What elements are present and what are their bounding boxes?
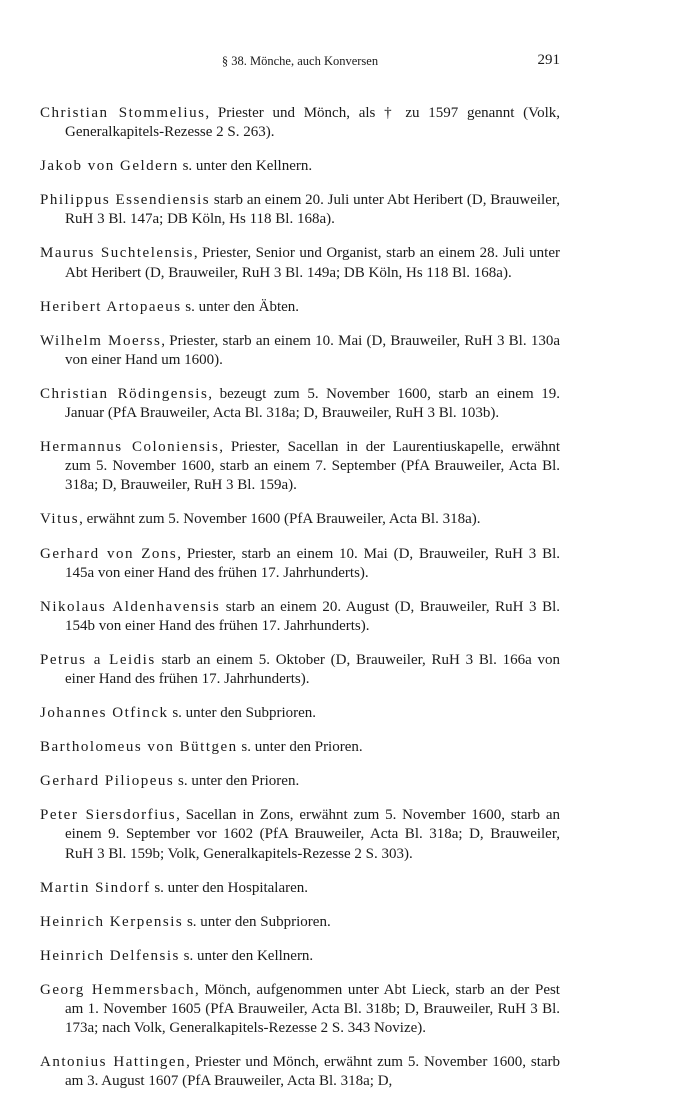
- entry-list: [40, 89, 560, 1106]
- entry-name: Heinrich Delfensis: [40, 947, 180, 964]
- list-item: [40, 738, 560, 757]
- entry-text: s. unter den Kellnern.: [178, 158, 313, 175]
- list-item: [40, 1053, 560, 1091]
- entry-name: Hermannus Coloniensis: [40, 439, 220, 456]
- entry-name: Philippus Essendiensis: [40, 192, 211, 209]
- entry-text: starb an einem 20. August (D, Brauweiler, RuH 3 Bl. 154b von einer Hand des frühen 17. Jahrhunderts).: [65, 598, 560, 634]
- entry-text: , Priester und Mönch, erwähnt zum 5. November 1600, starb am 3. August 1607 (PfA Brauweiler, Acta Bl. 318a; D,: [65, 1054, 561, 1090]
- entry-text: , Sacellan in Zons, erwähnt zum 5. November 1600, starb an einem 9. September vor 1602 (PfA Brauweiler, Acta Bl. 318a; D, Brauweiler, RuH 3 Bl. 159b; Volk, Generalkapitels-Rezesse 2 S. 303).: [65, 807, 560, 862]
- list-item: [40, 244, 560, 282]
- list-item: [40, 772, 560, 791]
- list-item: [40, 298, 560, 317]
- entry-text: , Mönch, aufgenommen unter Abt Lieck, starb an der Pest am 1. November 1605 (PfA Brauweiler, Acta Bl. 318b; D, Brauweiler, RuH 3 Bl. 173a; nach Volk, Generalkapitels-Rezesse 2 S. 343 Novize).: [65, 981, 560, 1037]
- entry-name: Gerhard Piliopeus: [40, 773, 175, 790]
- list-item: [40, 947, 560, 966]
- entry-text: , Priester und Mönch, als † zu 1597 genannt (Volk, Generalkapitels-Rezesse 2 S. 263).: [65, 105, 560, 141]
- running-header: [40, 52, 560, 74]
- list-item: [40, 191, 560, 229]
- entry-text: s. unter den Kellnern.: [179, 947, 314, 964]
- list-item: [40, 598, 560, 636]
- entry-text: s. unter den Subprioren.: [183, 913, 331, 930]
- entry-name: Bartholomeus von Büttgen: [40, 739, 238, 756]
- list-item: [40, 510, 560, 529]
- list-item: [40, 704, 560, 723]
- entry-text: , Priester, Sacellan in der Laurentiuskapelle, erwähnt zum 5. November 1600, starb an einem 7. September (PfA Brauweiler, Acta Bl. 318a; D, Brauweiler, RuH 3 Bl. 159a).: [65, 439, 560, 494]
- entry-text: s. unter den Prioren.: [174, 773, 300, 790]
- list-item: [40, 332, 560, 370]
- entry-name: Heribert Artopaeus: [40, 298, 182, 315]
- entry-text: , Priester, starb an einem 10. Mai (D, Brauweiler, RuH 3 Bl. 130a von einer Hand um 1600).: [65, 332, 560, 368]
- entry-name: Christian Rödingensis: [40, 385, 209, 402]
- entry-name: Maurus Suchtelensis: [40, 245, 194, 262]
- entry-text: s. unter den Prioren.: [237, 739, 363, 756]
- entry-name: Christian Stommelius: [40, 105, 206, 121]
- entry-name: Jakob von Geldern: [40, 158, 179, 175]
- entry-name: Nikolaus Aldenhavensis: [40, 598, 221, 615]
- entry-text: s. unter den Subprioren.: [168, 705, 317, 722]
- entry-text: s. unter den Äbten.: [181, 298, 300, 315]
- list-item: [40, 913, 560, 932]
- entry-name: Antonius Hattingen: [40, 1054, 187, 1071]
- list-item: [40, 651, 560, 689]
- entry-text: , bezeugt zum 5. November 1600, starb an einem 19. Januar (PfA Brauweiler, Acta Bl. 318a; D, Brauweiler, RuH 3 Bl. 103b).: [65, 385, 560, 422]
- entry-text: s. unter den Hospitalaren.: [150, 879, 309, 896]
- entry-name: Georg Hemmersbach: [40, 981, 196, 998]
- section-title: § 38. Mönche, auch Konversen: [221, 54, 379, 68]
- entry-name: Martin Sindorf: [40, 879, 151, 896]
- entry-name: Peter Siersdorfius: [40, 807, 177, 824]
- entry-name: Gerhard von Zons: [40, 545, 178, 562]
- entry-name: Johannes Otfinck: [40, 705, 169, 722]
- list-item: [40, 806, 560, 863]
- list-item: [40, 879, 560, 898]
- list-item: [40, 385, 560, 423]
- entry-text: starb an einem 20. Juli unter Abt Heribert (D, Brauweiler, RuH 3 Bl. 147a; DB Köln, Hs 118 Bl. 168a).: [65, 192, 560, 228]
- list-item: [40, 545, 560, 583]
- list-item: [40, 981, 560, 1038]
- entry-text: , Priester, starb an einem 10. Mai (D, Brauweiler, RuH 3 Bl. 145a von einer Hand des frühen 17. Jahrhunderts).: [65, 545, 560, 581]
- list-item: [40, 438, 560, 495]
- list-item: [40, 157, 560, 176]
- entry-name: Petrus a Leidis: [40, 651, 156, 668]
- entry-name: Wilhelm Moerss: [40, 332, 162, 349]
- entry-text: , erwähnt zum 5. November 1600 (PfA Brauweiler, Acta Bl. 318a).: [79, 511, 481, 528]
- page-number: 291: [537, 52, 560, 68]
- entry-text: , Priester, Senior und Organist, starb an einem 28. Juli unter Abt Heribert (D, Brauweiler, RuH 3 Bl. 149a; DB Köln, Hs 118 Bl. 168a).: [65, 245, 561, 281]
- entry-text: starb an einem 5. Oktober (D, Brauweiler, RuH 3 Bl. 166a von einer Hand des frühen 17. Jahrhunderts).: [65, 651, 560, 687]
- entry-name: Vitus: [40, 511, 80, 528]
- entry-name: Heinrich Kerpensis: [40, 913, 184, 930]
- list-item: [40, 104, 560, 142]
